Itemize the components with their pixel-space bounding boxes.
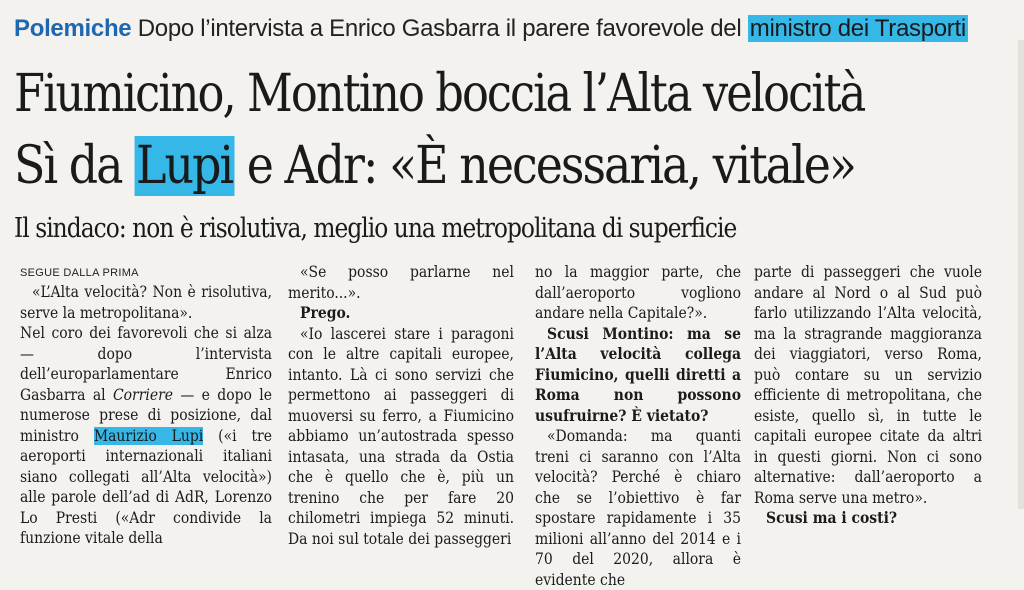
kicker-line [14, 10, 968, 48]
paragraph: «L’Alta velocità? Non è risolutiva, serve la metropolitana». [20, 283, 272, 322]
paragraph-text: Nel coro dei favorevoli che si alza — dopo l’intervista dell’europarlamentare Enrico Gasbarra al [20, 324, 272, 404]
paragraph-text: («i tre aeroporti internazionali italiani siano collegati all’Alta velocità») alle parole dell’ad di AdR, Lorenzo Lo Presti («Adr condivide la funzione vitale della [20, 426, 272, 547]
segue-label: SEGUE DALLA PRIMA [20, 267, 139, 279]
subheadline: Il sindaco: non è risolutiva, meglio una metropolitana di superficie [14, 213, 737, 244]
highlight-maurizio-lupi: Maurizio Lupi [93, 426, 204, 445]
newspaper-name: Corriere [112, 385, 173, 404]
headline-line-2 [14, 130, 855, 202]
headline-highlight-lupi: Lupi [136, 136, 233, 196]
article-column-3 [535, 262, 741, 590]
kicker-label: Polemiche [14, 15, 132, 42]
cropped-top-strip [0, 0, 1024, 6]
kicker-highlight: ministro dei Trasporti [749, 15, 966, 42]
article-column-1 [20, 262, 272, 549]
headline-line-2-after: e Adr: «È necessaria, vitale» [246, 136, 855, 196]
question: Scusi ma i costi? [766, 508, 898, 527]
paragraph-text: — e dopo le numerose prese di posizione, dal ministro [20, 385, 272, 445]
paragraph: «Io lascerei stare i paragoni con le altre capitali europee, intanto. Là ci sono servizi che permettono ai passeggeri di muoversi su ferro, a Fiumicino abbiamo un’autostrada spesso intasata, una strada da Ostia che è quello che è, più un trenino che per fare 20 chilometri impiega 52 minuti. Da noi sul totale dei passeggeri [288, 324, 514, 548]
paragraph: «Domanda: ma quanti treni ci saranno con l’Alta velocità? Perché è chiaro che se l’obiettivo è far spostare rapidamente i 35 milioni all’anno del 2014 e i 70 del 2020, allora è evidente che [535, 427, 741, 589]
question: Scusi Montino: ma se l’Alta velocità collega Fiumicino, quelli diretti a Roma non possono usufruirne? È vietato? [535, 323, 741, 425]
paragraph: no la maggior parte, che dall’aeroporto vogliono andare nella Capitale?». [535, 263, 741, 322]
headline-line-1: Fiumicino, Montino boccia l’Alta velocità [14, 64, 865, 124]
article-column-2 [288, 262, 514, 549]
paragraph: parte di passeggeri che vuole andare al Nord o al Sud può farlo utilizzando l’Alta velocità, ma la stragrande maggioranza dei viaggiatori, verso Roma, può contare su un servizio efficiente di metropolitana, che esiste, quello sì, in tutte le capitali europee citate da altri in questi giorni. Non ci sono alternative: dall’aeroporto a Roma serve una metro». [754, 263, 982, 507]
paragraph [20, 323, 272, 549]
headline-line-2-before: Sì da [14, 136, 122, 196]
paragraph: «Se posso parlarne nel merito...». [288, 263, 514, 302]
kicker-text: Dopo l’intervista a Enrico Gasbarra il parere favorevole del [137, 15, 742, 42]
page-edge [1018, 40, 1024, 509]
question: Prego. [300, 303, 351, 322]
article-column-4 [754, 262, 982, 529]
